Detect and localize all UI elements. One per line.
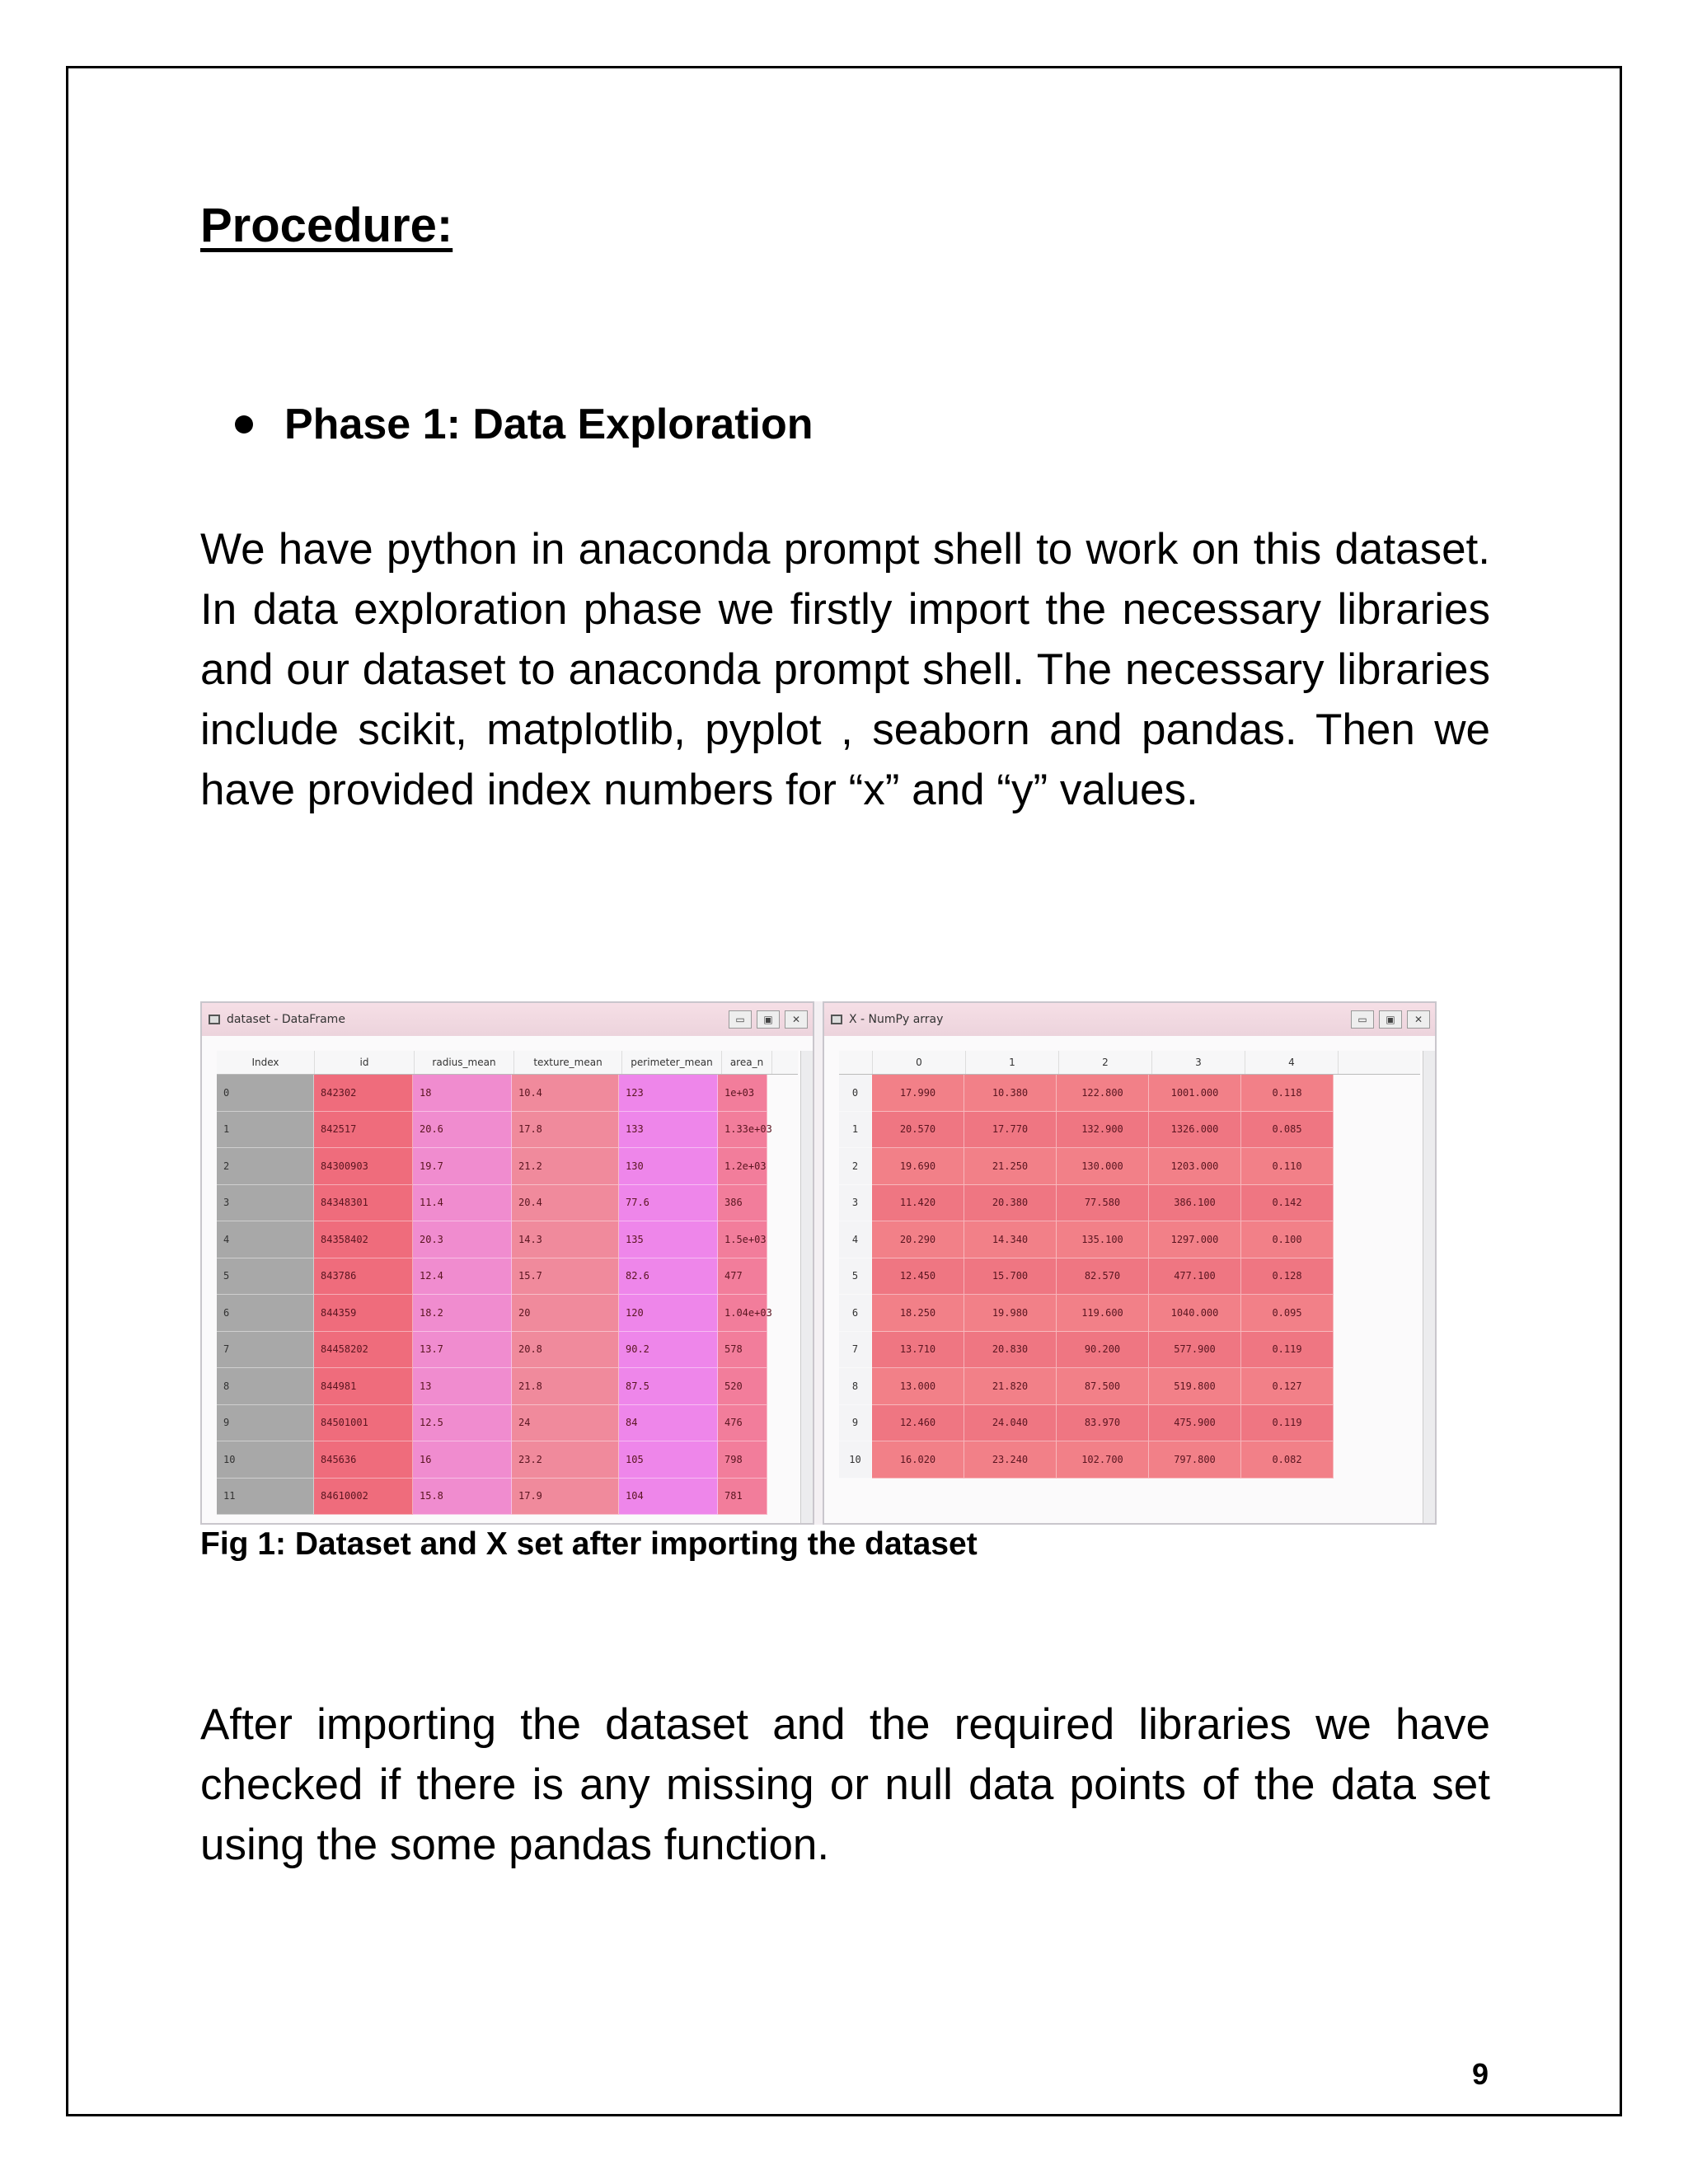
- table-cell[interactable]: 83.970: [1057, 1405, 1149, 1442]
- header-corner: [839, 1051, 873, 1074]
- table-row: [217, 1368, 798, 1405]
- table-row: [217, 1295, 798, 1332]
- column-header[interactable]: 1: [966, 1051, 1059, 1074]
- table-cell[interactable]: 84610002: [314, 1479, 413, 1516]
- table-row: [217, 1185, 798, 1222]
- maximize-button[interactable]: ▣: [1379, 1010, 1402, 1029]
- table-row: [217, 1441, 798, 1479]
- table-cell[interactable]: 2: [217, 1148, 314, 1185]
- table-cell[interactable]: 84300903: [314, 1148, 413, 1185]
- table-cell[interactable]: 17.9: [512, 1479, 619, 1516]
- table-cell[interactable]: 122.800: [1057, 1075, 1149, 1112]
- table-cell[interactable]: 21.250: [964, 1148, 1057, 1185]
- table-cell[interactable]: 20: [512, 1295, 619, 1332]
- table-cell[interactable]: 3: [217, 1185, 314, 1222]
- table-cell[interactable]: 0.142: [1241, 1185, 1334, 1222]
- table-cell[interactable]: 11.4: [413, 1185, 512, 1222]
- dataframe-grid[interactable]: [217, 1051, 798, 1523]
- table-cell[interactable]: 4: [217, 1221, 314, 1258]
- table-row: [217, 1075, 798, 1112]
- table-cell[interactable]: 477.100: [1149, 1258, 1241, 1296]
- table-cell[interactable]: 0.119: [1241, 1332, 1334, 1369]
- dataframe-titlebar: [202, 1003, 813, 1036]
- minimize-button[interactable]: ▭: [1351, 1010, 1374, 1029]
- dataframe-header-row: [217, 1051, 798, 1075]
- table-cell[interactable]: 19.980: [964, 1295, 1057, 1332]
- close-button[interactable]: ✕: [785, 1010, 808, 1029]
- table-cell[interactable]: 14.3: [512, 1221, 619, 1258]
- table-cell[interactable]: 20.380: [964, 1185, 1057, 1222]
- table-cell[interactable]: 24.040: [964, 1405, 1057, 1442]
- bullet-item: [235, 400, 814, 449]
- column-header[interactable]: 0: [873, 1051, 966, 1074]
- table-cell[interactable]: 82.6: [619, 1258, 718, 1296]
- table-cell[interactable]: 798: [718, 1441, 767, 1479]
- table-row: [217, 1405, 798, 1442]
- table-cell[interactable]: 1203.000: [1149, 1148, 1241, 1185]
- table-cell[interactable]: 133: [619, 1112, 718, 1149]
- table-cell[interactable]: 797.800: [1149, 1441, 1241, 1479]
- row-index[interactable]: 3: [839, 1185, 872, 1222]
- table-cell[interactable]: 130: [619, 1148, 718, 1185]
- table-cell[interactable]: 87.500: [1057, 1368, 1149, 1405]
- column-header[interactable]: 2: [1059, 1051, 1152, 1074]
- row-index[interactable]: 0: [839, 1075, 872, 1112]
- figure-caption: Fig 1: Dataset and X set after importing the dataset: [200, 1526, 978, 1562]
- table-cell[interactable]: 105: [619, 1441, 718, 1479]
- column-header[interactable]: 4: [1245, 1051, 1339, 1074]
- table-cell[interactable]: 9: [217, 1405, 314, 1442]
- table-row: [217, 1258, 798, 1296]
- table-cell[interactable]: 0.118: [1241, 1075, 1334, 1112]
- table-cell[interactable]: 77.6: [619, 1185, 718, 1222]
- table-row: [217, 1221, 798, 1258]
- table-cell[interactable]: 844359: [314, 1295, 413, 1332]
- table-cell[interactable]: 84348301: [314, 1185, 413, 1222]
- maximize-button[interactable]: ▣: [757, 1010, 780, 1029]
- table-row: [839, 1368, 1420, 1405]
- table-cell[interactable]: 21.820: [964, 1368, 1057, 1405]
- row-index[interactable]: 9: [839, 1405, 872, 1442]
- table-cell[interactable]: 0.100: [1241, 1221, 1334, 1258]
- table-cell[interactable]: 1.5e+03: [718, 1221, 767, 1258]
- table-cell[interactable]: 19.690: [872, 1148, 964, 1185]
- table-cell[interactable]: 0.095: [1241, 1295, 1334, 1332]
- table-cell[interactable]: 386: [718, 1185, 767, 1222]
- table-cell[interactable]: 18: [413, 1075, 512, 1112]
- table-cell[interactable]: 84501001: [314, 1405, 413, 1442]
- table-cell[interactable]: 477: [718, 1258, 767, 1296]
- table-cell[interactable]: 16: [413, 1441, 512, 1479]
- table-cell[interactable]: 77.580: [1057, 1185, 1149, 1222]
- table-cell[interactable]: 1297.000: [1149, 1221, 1241, 1258]
- row-index[interactable]: 7: [839, 1332, 872, 1369]
- close-button[interactable]: ✕: [1407, 1010, 1430, 1029]
- table-cell[interactable]: 19.7: [413, 1148, 512, 1185]
- table-cell[interactable]: 21.8: [512, 1368, 619, 1405]
- table-cell[interactable]: 20.3: [413, 1221, 512, 1258]
- table-cell[interactable]: 842302: [314, 1075, 413, 1112]
- table-cell[interactable]: 519.800: [1149, 1368, 1241, 1405]
- table-cell[interactable]: 132.900: [1057, 1112, 1149, 1149]
- numpy-title: X - NumPy array: [849, 1013, 944, 1026]
- table-row: [839, 1185, 1420, 1222]
- table-cell[interactable]: 11: [217, 1479, 314, 1516]
- table-cell[interactable]: 119.600: [1057, 1295, 1149, 1332]
- table-cell[interactable]: 20.6: [413, 1112, 512, 1149]
- vertical-scrollbar[interactable]: [800, 1051, 813, 1523]
- table-cell[interactable]: 1326.000: [1149, 1112, 1241, 1149]
- table-cell[interactable]: 20.830: [964, 1332, 1057, 1369]
- table-cell[interactable]: 15.700: [964, 1258, 1057, 1296]
- page-number: 9: [1472, 2057, 1489, 2091]
- table-cell[interactable]: 1.04e+03: [718, 1295, 767, 1332]
- table-cell[interactable]: 13: [413, 1368, 512, 1405]
- table-cell[interactable]: 123: [619, 1075, 718, 1112]
- row-index[interactable]: 8: [839, 1368, 872, 1405]
- table-cell[interactable]: 21.2: [512, 1148, 619, 1185]
- table-cell[interactable]: 842517: [314, 1112, 413, 1149]
- table-cell[interactable]: 843786: [314, 1258, 413, 1296]
- table-cell[interactable]: 84358402: [314, 1221, 413, 1258]
- table-row: [217, 1332, 798, 1369]
- table-cell[interactable]: 16.020: [872, 1441, 964, 1479]
- table-cell[interactable]: 0.082: [1241, 1441, 1334, 1479]
- numpy-header-row: [839, 1051, 1420, 1075]
- table-row: [839, 1258, 1420, 1296]
- followup-paragraph: After importing the dataset and the required libraries we have checked if there is any missing or null data points of the data set using the some pandas function.: [200, 1700, 1490, 1869]
- column-header[interactable]: id: [315, 1051, 415, 1074]
- column-header[interactable]: radius_mean: [415, 1051, 514, 1074]
- table-cell[interactable]: 577.900: [1149, 1332, 1241, 1369]
- row-index[interactable]: 5: [839, 1258, 872, 1296]
- table-cell[interactable]: 0.110: [1241, 1148, 1334, 1185]
- table-cell[interactable]: 10.380: [964, 1075, 1057, 1112]
- table-cell[interactable]: 386.100: [1149, 1185, 1241, 1222]
- table-cell[interactable]: 17.770: [964, 1112, 1057, 1149]
- table-cell[interactable]: 135.100: [1057, 1221, 1149, 1258]
- table-icon: [831, 1015, 842, 1024]
- table-cell[interactable]: 0: [217, 1075, 314, 1112]
- table-row: [217, 1148, 798, 1185]
- row-index[interactable]: 6: [839, 1295, 872, 1332]
- column-header[interactable]: area_n: [722, 1051, 772, 1074]
- table-cell[interactable]: 520: [718, 1368, 767, 1405]
- bullet-text: Phase 1: Data Exploration: [284, 401, 814, 448]
- table-cell[interactable]: 1.2e+03: [718, 1148, 767, 1185]
- table-icon: [209, 1015, 220, 1024]
- table-row: [217, 1112, 798, 1149]
- table-cell[interactable]: 20.570: [872, 1112, 964, 1149]
- table-cell[interactable]: 90.2: [619, 1332, 718, 1369]
- table-cell[interactable]: 7: [217, 1332, 314, 1369]
- table-cell[interactable]: 23.240: [964, 1441, 1057, 1479]
- table-cell[interactable]: 15.8: [413, 1479, 512, 1516]
- table-cell[interactable]: 845636: [314, 1441, 413, 1479]
- table-row: [839, 1332, 1420, 1369]
- table-row: [839, 1148, 1420, 1185]
- table-cell[interactable]: 0.119: [1241, 1405, 1334, 1442]
- table-cell[interactable]: 20.4: [512, 1185, 619, 1222]
- table-cell[interactable]: 5: [217, 1258, 314, 1296]
- numpy-grid[interactable]: [839, 1051, 1420, 1523]
- table-cell[interactable]: 104: [619, 1479, 718, 1516]
- table-row: [217, 1479, 798, 1516]
- table-cell[interactable]: 87.5: [619, 1368, 718, 1405]
- table-cell[interactable]: 12.450: [872, 1258, 964, 1296]
- table-cell[interactable]: 102.700: [1057, 1441, 1149, 1479]
- table-cell[interactable]: 0.127: [1241, 1368, 1334, 1405]
- table-cell[interactable]: 0.085: [1241, 1112, 1334, 1149]
- table-cell[interactable]: 15.7: [512, 1258, 619, 1296]
- numpy-array-window: [823, 1001, 1437, 1525]
- dataframe-title: dataset - DataFrame: [227, 1013, 345, 1026]
- table-cell[interactable]: 82.570: [1057, 1258, 1149, 1296]
- table-cell[interactable]: 130.000: [1057, 1148, 1149, 1185]
- table-cell[interactable]: 475.900: [1149, 1405, 1241, 1442]
- table-cell[interactable]: 10: [217, 1441, 314, 1479]
- table-cell[interactable]: 90.200: [1057, 1332, 1149, 1369]
- table-cell[interactable]: 17.8: [512, 1112, 619, 1149]
- numpy-titlebar: [824, 1003, 1435, 1036]
- dataframe-window: [200, 1001, 814, 1525]
- bullet-icon: [235, 415, 253, 434]
- table-cell[interactable]: 84458202: [314, 1332, 413, 1369]
- minimize-button[interactable]: ▭: [729, 1010, 752, 1029]
- table-cell[interactable]: 578: [718, 1332, 767, 1369]
- table-row: [839, 1405, 1420, 1442]
- column-header[interactable]: 3: [1152, 1051, 1245, 1074]
- page-heading: Procedure:: [200, 199, 453, 252]
- table-cell[interactable]: 12.460: [872, 1405, 964, 1442]
- table-cell[interactable]: 1040.000: [1149, 1295, 1241, 1332]
- column-header[interactable]: Index: [217, 1051, 315, 1074]
- table-cell[interactable]: 120: [619, 1295, 718, 1332]
- table-row: [839, 1441, 1420, 1479]
- row-index[interactable]: 10: [839, 1441, 872, 1479]
- table-row: [839, 1075, 1420, 1112]
- row-index[interactable]: 4: [839, 1221, 872, 1258]
- intro-paragraph: We have python in anaconda prompt shell to work on this dataset. In data exploration phase we firstly import the necessary libraries and our dataset to anaconda prompt shell. The necessary libraries include scikit, matplotlib, pyplot , seaborn and pandas. Then we have provided index numbers for “x” and “y” values.: [200, 525, 1490, 814]
- table-cell[interactable]: 17.990: [872, 1075, 964, 1112]
- table-cell[interactable]: 8: [217, 1368, 314, 1405]
- row-index[interactable]: 1: [839, 1112, 872, 1149]
- table-cell[interactable]: 476: [718, 1405, 767, 1442]
- table-cell[interactable]: 6: [217, 1295, 314, 1332]
- table-cell[interactable]: 14.340: [964, 1221, 1057, 1258]
- table-row: [839, 1112, 1420, 1149]
- column-header[interactable]: perimeter_mean: [622, 1051, 722, 1074]
- table-cell[interactable]: 1001.000: [1149, 1075, 1241, 1112]
- vertical-scrollbar[interactable]: [1423, 1051, 1435, 1523]
- table-row: [839, 1221, 1420, 1258]
- table-cell[interactable]: 23.2: [512, 1441, 619, 1479]
- table-cell[interactable]: 11.420: [872, 1185, 964, 1222]
- table-cell[interactable]: 13.000: [872, 1368, 964, 1405]
- table-cell[interactable]: 0.128: [1241, 1258, 1334, 1296]
- table-cell[interactable]: 20.290: [872, 1221, 964, 1258]
- table-cell[interactable]: 18.2: [413, 1295, 512, 1332]
- table-cell[interactable]: 13.710: [872, 1332, 964, 1369]
- table-row: [839, 1295, 1420, 1332]
- table-cell[interactable]: 844981: [314, 1368, 413, 1405]
- table-cell[interactable]: 12.4: [413, 1258, 512, 1296]
- table-cell[interactable]: 1e+03: [718, 1075, 767, 1112]
- table-cell[interactable]: 18.250: [872, 1295, 964, 1332]
- table-cell[interactable]: 84: [619, 1405, 718, 1442]
- table-cell[interactable]: 10.4: [512, 1075, 619, 1112]
- table-cell[interactable]: 1.33e+03: [718, 1112, 767, 1149]
- row-index[interactable]: 2: [839, 1148, 872, 1185]
- table-cell[interactable]: 24: [512, 1405, 619, 1442]
- table-cell[interactable]: 20.8: [512, 1332, 619, 1369]
- table-cell[interactable]: 135: [619, 1221, 718, 1258]
- column-header[interactable]: texture_mean: [514, 1051, 622, 1074]
- figure-screenshot: [200, 1001, 1437, 1525]
- table-cell[interactable]: 12.5: [413, 1405, 512, 1442]
- table-cell[interactable]: 1: [217, 1112, 314, 1149]
- table-cell[interactable]: 13.7: [413, 1332, 512, 1369]
- table-cell[interactable]: 781: [718, 1479, 767, 1516]
